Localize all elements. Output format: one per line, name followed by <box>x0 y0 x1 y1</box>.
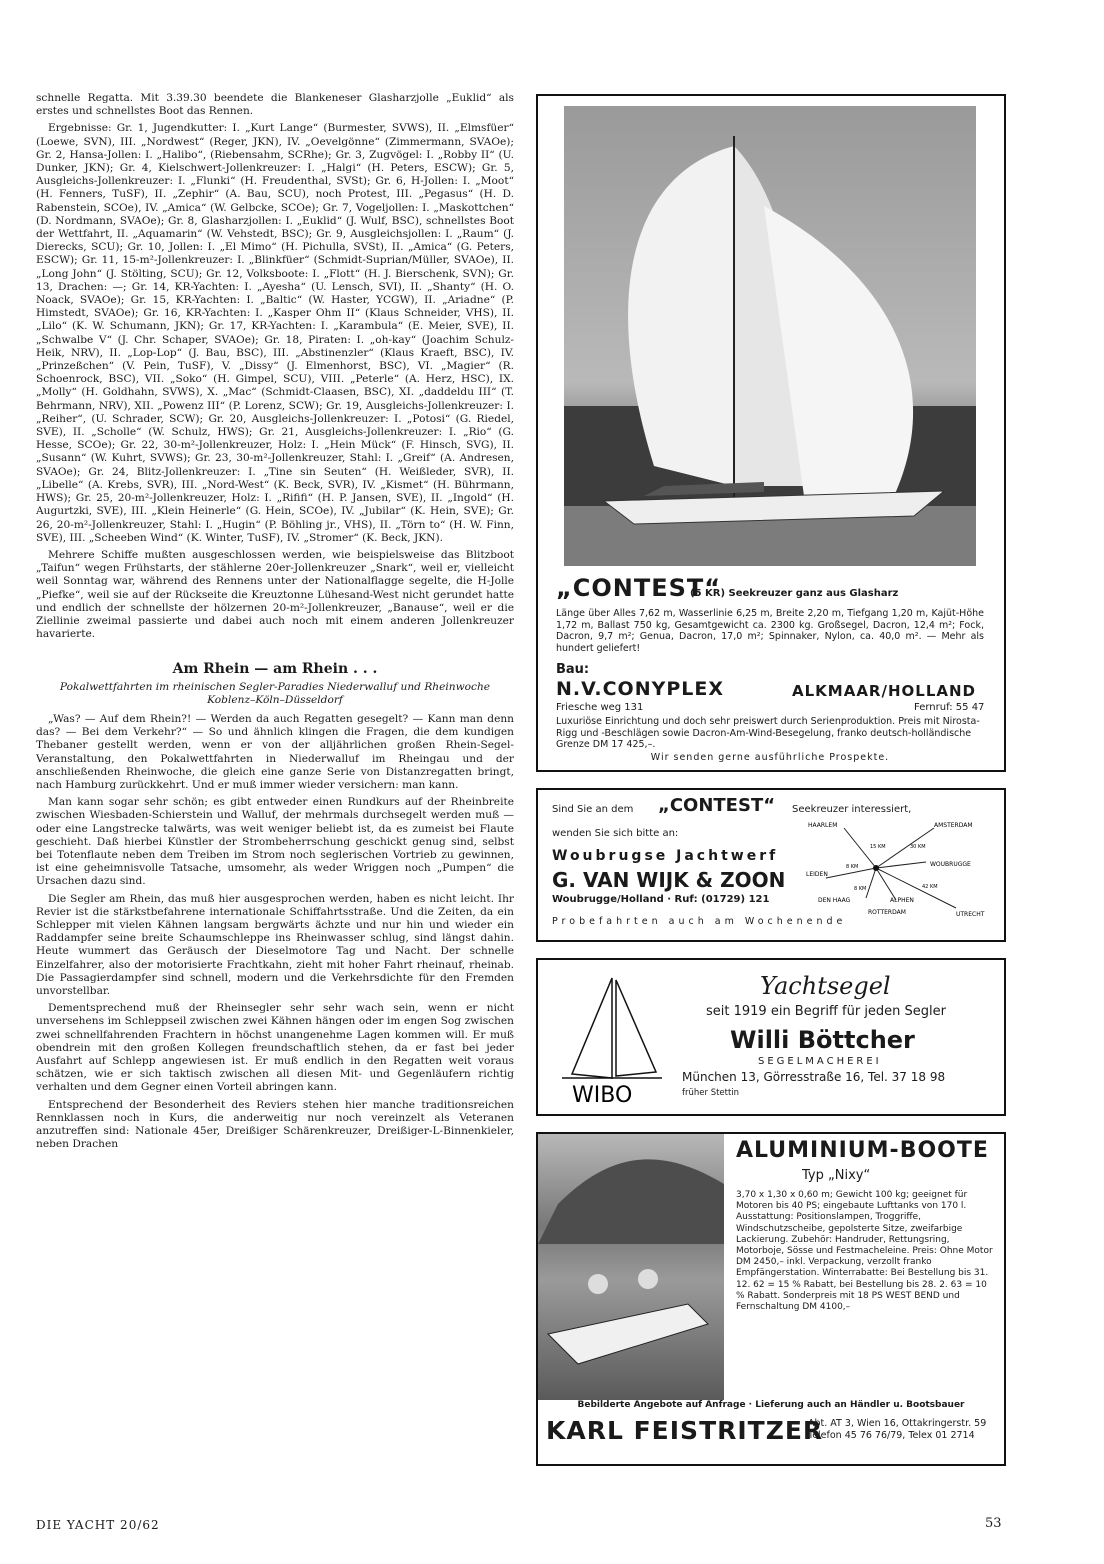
builder-city: ALKMAAR/HOLLAND <box>792 682 976 700</box>
motorboat-illustration <box>538 1134 724 1400</box>
map-distance-1: 30 KM <box>910 844 926 850</box>
builder-phone: Fernruf: 55 47 <box>914 702 985 713</box>
footer-magazine: DIE YACHT 20/62 <box>36 1518 160 1532</box>
feistritzer-offers: Bebilderte Angebote auf Anfrage · Lieferung auch an Händler u. Bootsbauer <box>577 1400 965 1410</box>
boettcher-script-title: Yachtsegel <box>760 972 891 1000</box>
footer-page-number: 53 <box>985 1516 1002 1531</box>
paragraph-excluded: Mehrere Schiffe mußten ausgeschlossen werden, wie beispielsweise das Blitzboot „Taifun“ wegen Frühstarts, der stählerne 20er-Jollenkreuzer „Snark“, weil er, vielleicht weil Sonntag war, während des Rennens unter der Nationalflagge segelte, die H-Jolle „Piefke“, weil sie auf der Rückseite die Kreuztonne Lühesand-West nicht gerundet hatte und endlich der schnellste der hölzernen 20-m²-Jollenkreuzer, „Banause“, weil er die Ziellinie zweimal passierte und dabei auch noch mit einem anderen Jollenkreuzer havarierte. <box>36 548 514 641</box>
article-column <box>36 92 514 1155</box>
contest-description: Luxuriöse Einrichtung und doch sehr preiswert durch Serienproduktion. Preis mit Nirosta-Rigg und -Beschlägen sowie Dacron-Am-Wind-Besegelung, franko deutsch-holländische Grenze DM 17 425,–. <box>556 716 980 750</box>
map-den-haag: DEN HAAG <box>818 897 851 904</box>
wijk-address: Woubrugge/Holland · Ruf: (01729) 121 <box>552 894 770 905</box>
contest-specs: Länge über Alles 7,62 m, Wasserlinie 6,25 m, Breite 2,20 m, Tiefgang 1,20 m, Kajüt-Höhe 1,72 m, Ballast 750 kg, Gesamtgewicht ca. 2300 kg. Großsegel, Dacron, 12,4 m²; Fock, Dacron, 9,7 m²; Genua, Dacron, 17,0 m²; Spinnaker, Nylon, ca. 40,0 m². — Mehr als hundert geliefert! <box>556 608 984 654</box>
motorboat-photo <box>538 1134 724 1400</box>
feistritzer-body: 3,70 x 1,30 x 0,60 m; Gewicht 100 kg; geeignet für Motoren bis 40 PS; eingebaute Lufttanks von 170 l. Ausstattung: Positionslampen, Troggriffe, Windschutzscheibe, gepolsterte Sitze, zweifarbige Lackierung. Zubehör: Handruder, Rettungsring, Motorboje, Sösse und Festmacheleine. Preis: Ohne Motor DM 2450,– inkl. Verpackung, verzollt franko Empfängerstation. Winterrabatte: Bei Bestellung bis 31. 12. 62 = 15 % Rabatt, bei Bestellung bis 28. 2. 63 = 10 % Rabatt. Sonderpreis mit 18 PS WEST BEND und Fernschaltung DM 4100,– <box>736 1190 993 1313</box>
ad-boettcher <box>536 958 1006 1116</box>
paragraph-rhein-2: Man kann sogar sehr schön; es gibt entweder einen Rundkurs auf der Rheinbreite zwischen Wiesbaden-Schierstein und Walluf, der mehrmals durchsegelt werden muß — oder eine Langstrecke talwärts, was weit weniger beliebt ist, da es zumeist bei Flaute geschieht. Daß hierbei Künstler der Strombeherrschung geschickt genug sind, selbst bei Totenflaute neben dem Treiben im Strom noch seglerischen Vortrieb zu gewinnen, ist eine geheimnisvolle Tatsache, umsomehr, als weder Wriggen noch „Pumpen“ die Ursachen dazu sind. <box>36 796 514 888</box>
wijk-yard-name: Woubrugse Jachtwerf <box>552 848 779 864</box>
paragraph-rhein-4: Dementsprechend muß der Rheinsegler sehr sehr wach sein, wenn er nicht unversehens im Schleppseil zwischen zwei Kähnen hängen oder im engen Sog zwischen zwei schnellfahrenden Frachtern in höchst unangenehme Lagen kommen will. Er muß obendrein mit den großen Kollegen freundschaftlich stehen, da er fast bei jeder Ausfahrt auf Schlepp angewiesen ist. Er muß endlich in den Regatten weit voraus schätzen, wie er sich taktisch zwischen all diesen Mit- und Gegenläufern richtig verhalten und dem Gegner einen Vorteil abringen kann. <box>36 1002 514 1094</box>
map-distance-4: 8 KM <box>854 886 867 892</box>
boettcher-trade: SEGELMACHEREI <box>758 1056 882 1067</box>
feistritzer-type: Typ „Nixy“ <box>802 1168 871 1183</box>
boettcher-since: seit 1919 ein Begriff für jeden Segler <box>706 1004 947 1019</box>
wijk-contest-name: „CONTEST“ <box>658 795 776 816</box>
map-rotterdam: ROTTERDAM <box>868 909 906 916</box>
paragraph-intro: schnelle Regatta. Mit 3.39.30 beendete die Blankeneser Glasharzjolle „Euklid“ als erstes und schnellstes Boot das Rennen. <box>36 92 514 118</box>
wijk-test-drives: Probefahrten auch am Wochenende <box>552 916 847 927</box>
contest-title: „CONTEST“ <box>556 574 722 602</box>
builder-address: Friesche weg 131 <box>556 702 644 713</box>
map-amsterdam: AMSTERDAM <box>934 822 973 829</box>
results-paragraph: Ergebnisse: Gr. 1, Jugendkutter: I. „Kurt Lange“ (Burmester, SVWS), II. „Elmsfüer“ (Loewe, SVN), III. „Nordwest“ (Reger, JKN), IV. „Oevelgönne“ (Zimmermann, SVAOe); Gr. 2, Hansa-Jollen: I. „Halibo“, (Riebensahm, SCRhe); Gr. 3, Zugvögel: I. „Robby II“ (U. Dunker, JKN); Gr. 4, Kielschwert-Jollenkreuzer: I. „Halgi“ (H. Peters, ESCW); Gr. 5, Ausgleichs-Jollenkreuzer: I. „Flunki“ (H. Freudenthal, SVSt); Gr. 6, H-Jollen: I. „Moot“ (H. Fenners, TuSF), II. „Zephir“ (A. Bau, SCU), noch Protest, III. „Pegasus“ (H. D. Rabenstein, SCOe), IV. „Amica“ (W. Gelbcke, SCOe); Gr. 7, Vogeljollen: I. „Maskottchen“ (D. Nordmann, SVAOe); Gr. 8, Glasharzjollen: I. „Euklid“ (J. Wulf, BSC), schnellstes Boot der Wettfahrt, II. „Aquamarin“ (W. Vehstedt, BSC); Gr. 9, Ausgleichsjollen: I. „Raum“ (J. Dierecks, SCU); Gr. 10, Jollen: I. „El Mimo“ (H. Pichulla, SVSt), II. „Amica“ (G. Peters, ESCW); Gr. 11, 15-m²-Jollenkreuzer: I. „Blinkfüer“ (Schmidt-Suprian/Müller, SVAOe), II. „Long John“ (J. Stölting, SCU); Gr. 12, Volksboote: I. „Flott“ (H. J. Bierschenk, SVN); Gr. 13, Drachen: —; Gr. 14, KR-Yachten: I. „Ayesha“ (U. Lensch, SVI), II. „Shanty“ (H. O. Noack, SVAOe); Gr. 15, KR-Yachten: I. „Baltic“ (W. Haster, YCGW), II. „Ariadne“ (P. Himstedt, SVAOe); Gr. 16, KR-Yachten: I. „Kasper Ohm II“ (Klaus Schneider, VHS), II. „Lilo“ (K. W. Schumann, JKN); Gr. 17, KR-Yachten: I. „Karambula“ (E. Meier, SVE), II. „Schwalbe V“ (J. Chr. Schaper, SVAOe); Gr. 18, Piraten: I. „oh-kay“ (Joachim Schulz-Heik, NRV), II. „Lop-Lop“ (J. Bau, BSC), III. „Abstinenzler“ (Klaus Kraeft, BSC), IV. „Prinzeßchen“ (V. Pein, TuSF), V. „Dissy“ (J. Elmenhorst, BSC), VI. „Magier“ (R. Schoenrock, BSC), VII. „Soko“ (H. Gimpel, SCU), VIII. „Peterle“ (A. Herz, HSC), IX. „Molly“ (H. Goldhahn, SVWS), X. „Mac“ (Schmidt-Claasen, BSC), XI. „daddeldu III“ (T. Behrmann, NRV), XII. „Powenz III“ (P. Lorenz, SCW); Gr. 19, Ausgleichs-Jollenkreuzer: I. „Reiher“, (U. Schrader, SCW); Gr. 20, Ausgleichs-Jollenkreuzer: I. „Potosi“ (G. Riedel, SVE), II. „Scholle“ (W. Schulz, HWS); Gr. 21, Ausgleichs-Jollenkreuzer: I. „Rio“ (G. Hesse, SCOe); Gr. 22, 30-m²-Jollenkreuzer, Holz: I. „Hein Mück“ (F. Hinsch, SVG), II. „Susann“ (W. Kuhrt, SVWS); Gr. 23, 30-m²-Jollenkreuzer, Stahl: I. „Greif“ (A. Andresen, SVAOe); Gr. 24, Blitz-Jollenkreuzer: I. „Tine sin Seuten“ (H. Weißleder, SVR), II. „Libelle“ (A. Krebs, SVR), III. „Nord-West“ (K. Beck, SVR), IV. „Kismet“ (H. Bührmann, HWS); Gr. 25, 20-m²-Jollenkreuzer, Holz: I. „Rififi“ (H. P. Jansen, SVE), II. „Ingold“ (H. Augurtzki, SVE), III. „Klein Heinerle“ (G. Hein, SCOe), IV. „Jubilar“ (K. Hein, SVE); Gr. 26, 20-m²-Jollenkreuzer, Stahl: I. „Hugin“ (P. Böhling jr., VHS), II. „Törn to“ (H. W. Finn, SVE), III. „Scheeben Wind“ (K. Winter, TuSF), IV. „Stromer“ (K. Beck, JKN). <box>36 122 514 544</box>
map-distance-5: 42 KM <box>922 884 938 890</box>
location-map <box>806 818 990 922</box>
map-haarlem: HAARLEM <box>808 822 838 829</box>
boettcher-address: München 13, Görresstraße 16, Tel. 37 18 98 <box>682 1070 946 1084</box>
article-heading: Am Rhein — am Rhein . . . <box>172 661 378 678</box>
ad-van-wijk <box>536 788 1006 942</box>
contest-prospect-note: Wir senden gerne ausführliche Prospekte. <box>650 752 890 763</box>
wijk-intro-end: Seekreuzer interessiert, <box>792 804 912 815</box>
boettcher-former: früher Stettin <box>682 1088 740 1098</box>
feistritzer-title: ALUMINIUM-BOOTE <box>736 1138 989 1163</box>
map-alphen: ALPHEN <box>890 897 914 904</box>
boettcher-name: Willi Böttcher <box>730 1026 915 1054</box>
ad-feistritzer <box>536 1132 1006 1466</box>
wijk-company: G. VAN WIJK & ZOON <box>552 868 786 892</box>
wijk-contact-line: wenden Sie sich bitte an: <box>552 828 679 839</box>
builder-name: N.V.CONYPLEX <box>556 678 725 700</box>
ad-contest <box>536 94 1006 772</box>
wibo-logo-text: WIBO <box>572 1083 633 1108</box>
paragraph-rhein-3: Die Segler am Rhein, das muß hier ausgesprochen werden, haben es nicht leicht. Ihr Revier ist die stärkstbefahrene internationale Schiffahrtsstraße. Und die Zeiten, da ein Schlepper mit vielen Kähnen langsam bergwärts ächzte und nur hin und wieder ein Raddampfer seine breite Schaumschleppe ins Rheinwasser schlug, sind längst dahin. Heute wummert das Geräusch der Dieselmotore Tag und Nacht. Der schnelle Einzelfahrer, also der motorisierte Frachtkahn, zieht mit hoher Fahrt rheinauf, rheinab. Die Passagierdampfer sind schnell, modern und die Verkehrsdichte für den Fremden unvorstellbar. <box>36 892 514 997</box>
article-subheading: Pokalwettfahrten im rheinischen Segler-Paradies Niederwalluf und Rheinwoche Koblenz–Köln–Düsseldorf <box>59 680 491 706</box>
builder-label: Bau: <box>556 662 590 677</box>
map-utrecht: UTRECHT <box>956 911 985 918</box>
contest-subtitle: (5 KR) Seekreuzer ganz aus Glasharz <box>690 588 899 599</box>
feistritzer-address: Abt. AT 3, Wien 16, Ottakringerstr. 59 <box>808 1418 987 1429</box>
wijk-intro: Sind Sie an dem <box>552 804 634 815</box>
feistritzer-name: KARL FEISTRITZER <box>546 1416 824 1445</box>
paragraph-rhein-1: „Was? — Auf dem Rhein?! — Werden da auch Regatten gesegelt? — Kann man denn das? — Bei dem Verkehr?“ — So und ähnlich klingen die Fragen, die dem kundigen Thebaner gestellt werden, wenn er von der alljährlichen großen Rhein-Segel-Veranstaltung, den Pokalwettfahrten in Niederwalluf im Rheingau und der anschließenden Rheinwoche, die gleich eine ganze Serie von Distanzregatten bringt, nach Hamburg zurückkehrt. Und er muß immer wieder versichern: man kann. <box>36 712 514 791</box>
map-woubrugge: WOUBRUGGE <box>930 861 971 868</box>
map-distance-2: 15 KM <box>870 844 886 850</box>
feistritzer-phone: Telefon 45 76 76/79, Telex 01 2714 <box>808 1430 975 1441</box>
paragraph-rhein-5: Entsprechend der Besonderheit des Reviers stehen hier manche traditionsreichen Rennklassen noch in Kurs, die anderweitig nur noch vereinzelt als Veteranen anzutreffen sind: Nationale 45er, Dreißiger Schärenkreuzer, Dreißiger-L-Binnenkieler, neben Drachen <box>36 1098 514 1151</box>
wibo-sail-logo <box>552 966 672 1108</box>
map-distance-3: 8 KM <box>846 864 859 870</box>
sailboat-photo <box>564 106 976 566</box>
sailboat-illustration <box>564 106 976 566</box>
map-leiden: LEIDEN <box>806 871 828 878</box>
feistritzer-contact <box>808 1418 986 1442</box>
